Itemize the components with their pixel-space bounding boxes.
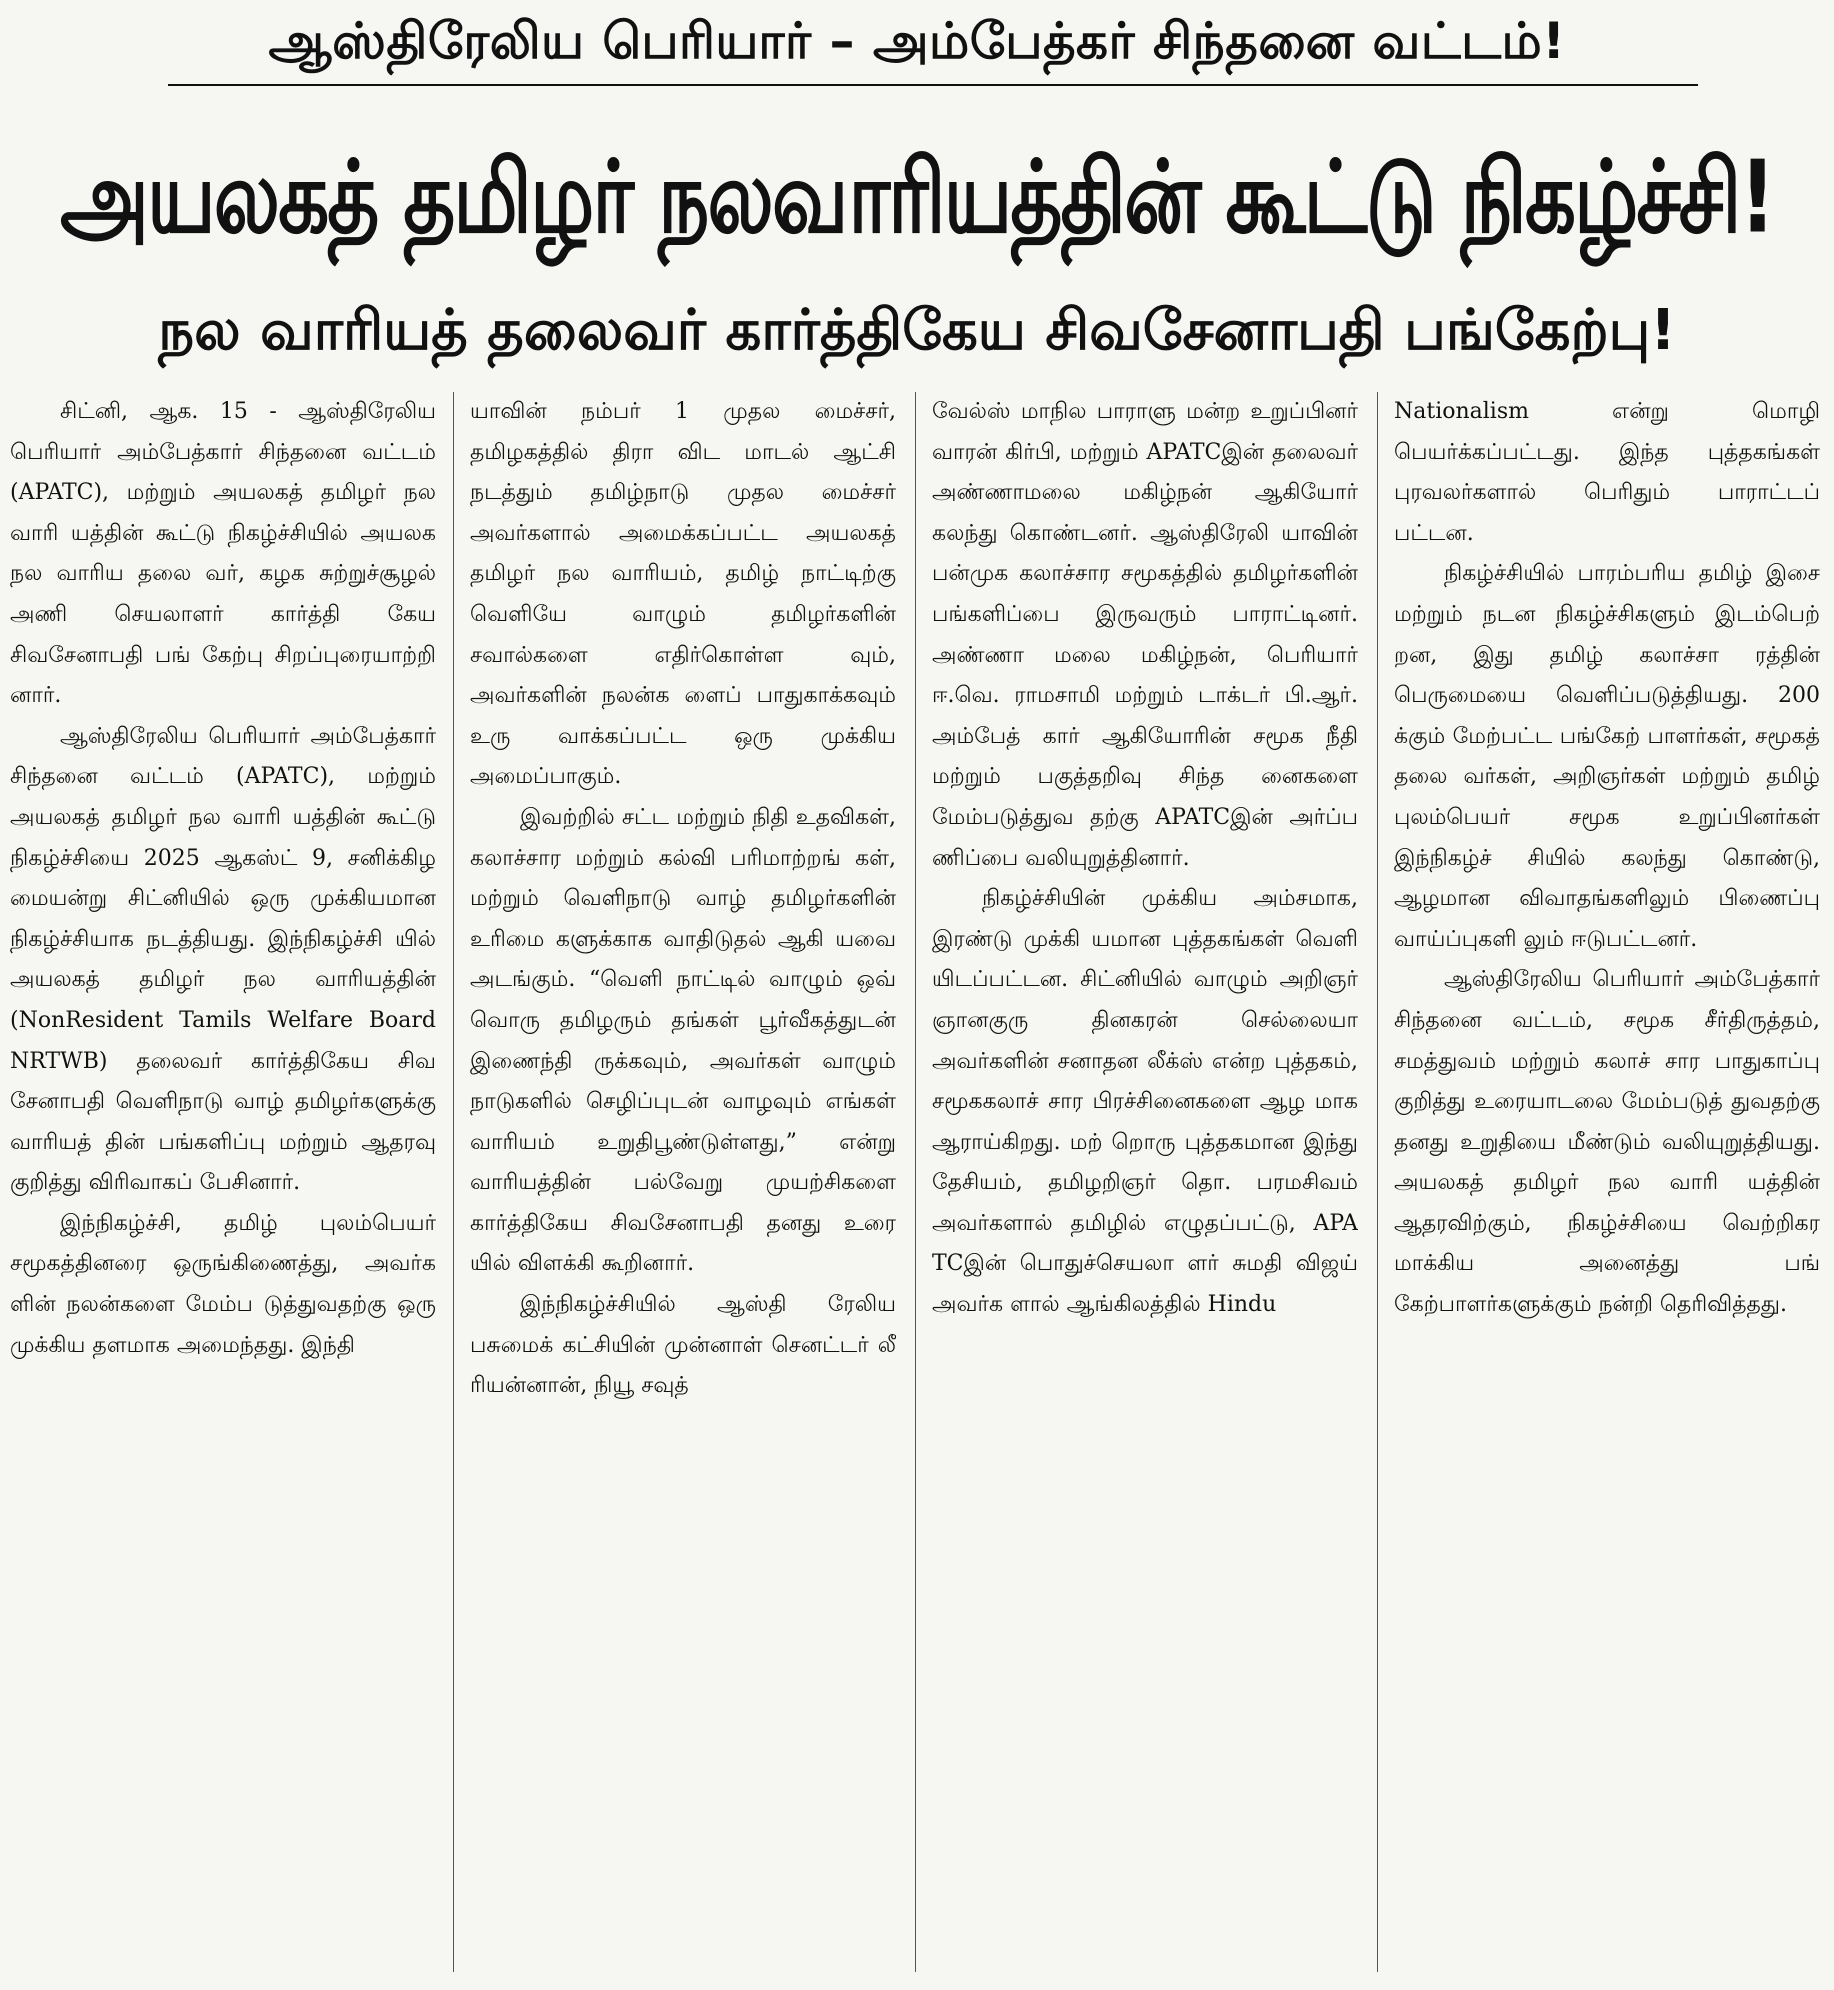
- kicker-heading: ஆஸ்திரேலிய பெரியார் – அம்பேத்கர் சிந்தனை வட்டம்!: [268, 12, 1566, 70]
- column-divider: [453, 392, 454, 1972]
- kicker-underline: [168, 84, 1698, 86]
- column-3: [932, 392, 1358, 1982]
- column-1: [10, 392, 436, 1982]
- paragraph: இந்நிகழ்ச்சியில் ஆஸ்தி ரேலிய பசுமைக் கட்சியின் முன்னாள் செனட்டர் லீ ரியன்னான், நியூ சவுத்: [470, 1292, 896, 1399]
- column-divider: [915, 392, 916, 1972]
- paragraph: Nationalism என்று மொழி பெயர்க்கப்பட்டது. இந்த புத்தகங்கள் புரவலர்களால் பெரிதும் பாராட்டப் பட்டன.: [1394, 399, 1820, 546]
- paragraph: நிகழ்ச்சியில் பாரம்பரிய தமிழ் இசை மற்றும் நடன நிகழ்ச்சிகளும் இடம்பெற் றன, இது தமிழ் கலாச்சா ரத்தின் பெருமையை வெளிப்படுத்தியது. 200 க்கும் மேற்பட்ட பங்கேற் பாளர்கள், சமூகத் தலை வர்கள், அறிஞர்கள் மற்றும் தமிழ் புலம்பெயர் சமூக உறுப்பினர்கள் இந்நிகழ்ச் சியில் கலந்து கொண்டு, ஆழமான விவாதங்களிலும் பிணைப்பு வாய்ப்புகளி லும் ஈடுபட்டனர்.: [1394, 561, 1820, 952]
- paragraph: யாவின் நம்பர் 1 முதல மைச்சர், தமிழகத்தில் திரா விட மாடல் ஆட்சி நடத்தும் தமிழ்நாடு முதல மைச்சர் அவர்களால் அமைக்கப்பட்ட அயலகத் தமிழர் நல வாரியம், தமிழ் நாட்டிற்கு வெளியே வாழும் தமிழர்களின் சவால்களை எதிர்கொள்ள வும், அவர்களின் நலன்க ளைப் பாதுகாக்கவும் உரு வாக்கப்பட்ட ஒரு முக்கிய அமைப்பாகும்.: [470, 399, 896, 790]
- column-divider: [1377, 392, 1378, 1972]
- paragraph: இந்நிகழ்ச்சி, தமிழ் புலம்பெயர் சமூகத்தினரை ஒருங்கிணைத்து, அவர்க ளின் நலன்களை மேம்ப டுத்துவதற்கு ஒரு முக்கிய தளமாக அமைந்தது. இந்தி: [10, 1210, 436, 1358]
- paragraph: நிகழ்ச்சியின் முக்கிய அம்சமாக, இரண்டு முக்கி யமான புத்தகங்கள் வெளி யிடப்பட்டன. சிட்னியில் வாழும் அறிஞர் ஞானகுரு தினகரன் செல்லையா அவர்களின் சனாதன லீக்ஸ் என்ற புத்தகம், சமூககலாச் சார பிரச்சினைகளை ஆழ மாக ஆராய்கிறது. மற் றொரு புத்தகமான இந்து தேசியம், தமிழறிஞர் தொ. பரமசிவம் அவர்களால் தமிழில் எழுதப்பட்டு, APA TCஇன் பொதுச்செயலா ளர் சுமதி விஜய் அவர்க ளால் ஆங்கிலத்தில் Hindu: [932, 886, 1358, 1318]
- paragraph: ஆஸ்திரேலிய பெரியார் அம்பேத்கார் சிந்தனை வட்டம், சமூக சீர்திருத்தம், சமத்துவம் மற்றும் கலாச் சார பாதுகாப்பு குறித்து உரையாடலை மேம்படுத் துவதற்கு தனது உறுதியை மீண்டும் வலியுறுத்தியது. அயலகத் தமிழர் நல வாரி யத்தின் ஆதரவிற்கும், நிகழ்ச்சியை வெற்றிகர மாக்கிய அனைத்து பங் கேற்பாளர்களுக்கும் நன்றி தெரிவித்தது.: [1394, 967, 1820, 1318]
- paragraph: வேல்ஸ் மாநில பாராளு மன்ற உறுப்பினர் வாரன் கிர்பி, மற்றும் APATCஇன் தலைவர் அண்ணாமலை மகிழ்நன் ஆகியோர் கலந்து கொண்டனர். ஆஸ்திரேலி யாவின் பன்முக கலாச்சார சமூகத்தில் தமிழர்களின் பங்களிப்பை இருவரும் பாராட்டினர். அண்ணா மலை மகிழ்நன், பெரியார் ஈ.வெ. ராமசாமி மற்றும் டாக்டர் பி.ஆர். அம்பேத் கார் ஆகியோரின் சமூக நீதி மற்றும் பகுத்தறிவு சிந்த னைகளை மேம்படுத்துவ தற்கு APATCஇன் அர்ப்ப ணிப்பை வலியுறுத்தினார்.: [932, 399, 1358, 871]
- column-4: [1394, 392, 1820, 1982]
- article-body: [10, 392, 1824, 1982]
- column-2: [470, 392, 896, 1982]
- paragraph: இவற்றில் சட்ட மற்றும் நிதி உதவிகள், கலாச்சார மற்றும் கல்வி பரிமாற்றங் கள், மற்றும் வெளிநாடு வாழ் தமிழர்களின் உரிமை களுக்காக வாதிடுதல் ஆகி யவை அடங்கும். “வெளி நாட்டில் வாழும் ஒவ் வொரு தமிழரும் தங்கள் பூர்வீகத்துடன் இணைந்தி ருக்கவும், அவர்கள் வாழும் நாடுகளில் செழிப்புடன் வாழவும் எங்கள் வாரியம் உறுதிபூண்டுள்ளது,” என்று வாரியத்தின் பல்வேறு முயற்சிகளை கார்த்திகேய சிவசேனாபதி தனது உரை யில் விளக்கி கூறினார்.: [470, 804, 896, 1277]
- subheadline: நல வாரியத் தலைவர் கார்த்திகேய சிவசேனாபதி பங்கேற்பு!: [158, 298, 1676, 363]
- headline: அயலகத் தமிழர் நலவாரியத்தின் கூட்டு நிகழ்ச்சி!: [60, 139, 1774, 256]
- paragraph: ஆஸ்திரேலிய பெரியார் அம்பேத்கார் சிந்தனை வட்டம் (APATC), மற்றும் அயலகத் தமிழர் நல வாரி யத்தின் கூட்டு நிகழ்ச்சியை 2025 ஆகஸ்ட் 9, சனிக்கிழ மையன்று சிட்னியில் ஒரு முக்கியமான நிகழ்ச்சியாக நடத்தியது. இந்நிகழ்ச்சி யில் அயலகத் தமிழர் நல வாரியத்தின் (NonResident Tamils Welfare Board NRTWB) தலைவர் கார்த்திகேய சிவ சேனாபதி வெளிநாடு வாழ் தமிழர்களுக்கு வாரியத் தின் பங்களிப்பு மற்றும் ஆதரவு குறித்து விரிவாகப் பேசினார்.: [10, 723, 436, 1196]
- paragraph: சிட்னி, ஆக. 15 - ஆஸ்திரேலிய பெரியார் அம்பேத்கார் சிந்தனை வட்டம் (APATC), மற்றும் அயலகத் தமிழர் நல வாரி யத்தின் கூட்டு நிகழ்ச்சியில் அயலக நல வாரிய தலை வர், கழக சுற்றுச்சூழல் அணி செயலாளர் கார்த்தி கேய சிவசேனாபதி பங் கேற்பு சிறப்புரையாற்றி னார்.: [10, 399, 436, 709]
